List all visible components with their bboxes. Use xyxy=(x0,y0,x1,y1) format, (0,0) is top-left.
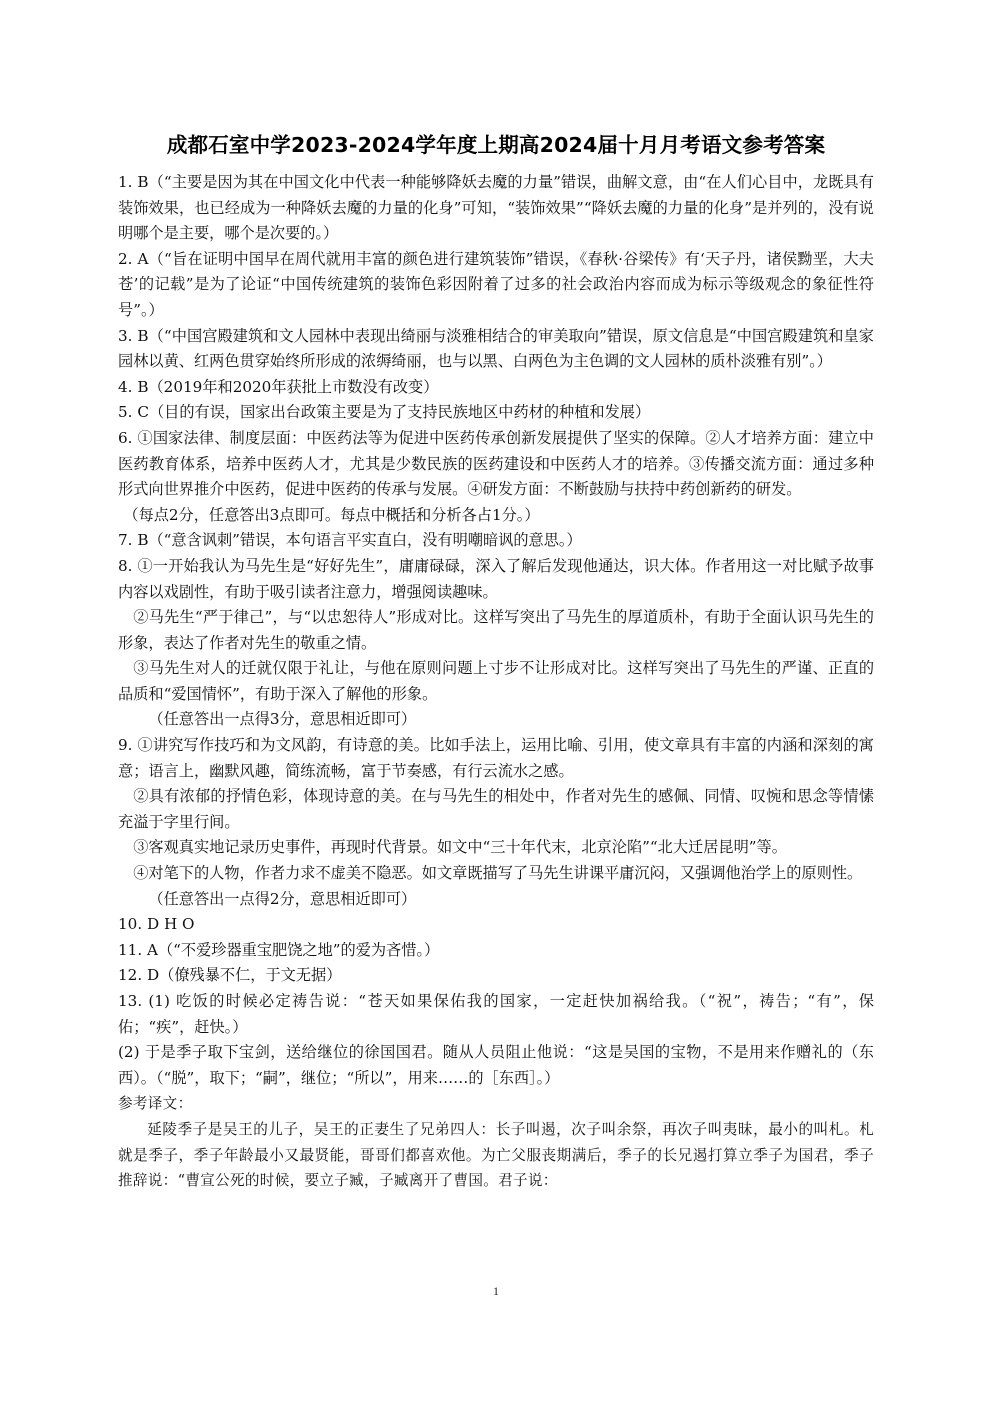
answer-4: 4. B（2019年和2020年获批上市数没有改变） xyxy=(118,377,439,396)
answer-6-scoring: （每点2分，任意答出3点即可。每点中概括和分析各占1分。） xyxy=(123,505,540,524)
answer-10: 10. D H O xyxy=(118,915,195,934)
answer-13-part-2: (2) 于是季子取下宝剑，送给继位的徐国国君。随从人员阻止他说：“这是吴国的宝物，不是用来作赠礼的（东西）。（“脱”，取下；“嗣”，继位；“所以”，用来……的［东西］。） xyxy=(118,1043,874,1087)
answer-1: 1. B（“主要是因为其在中国文化中代表一种能够降妖去魔的力量”错误，曲解文意，由“在人们心目中，龙既具有装饰效果，也已经成为一种降妖去魔的力量的化身”可知，“装饰效果”“降妖去魔的力量的化身”是并列的，没有说明哪个是主要，哪个是次要的。） xyxy=(118,173,874,243)
answer-9-scoring: （任意答出一点得2分，意思相近即可） xyxy=(148,889,417,908)
answer-13-part-1: 13. (1) 吃饭的时候必定祷告说：“苍天如果保佑我的国家，一定赶快加祸给我。（“祝”，祷告；“有”，保佑；“疾”，赶快。） xyxy=(118,992,874,1036)
answer-7: 7. B（“意含讽刺”错误，本句语言平实直白，没有明嘲暗讽的意思。） xyxy=(118,531,582,550)
answer-8-point-3: ③马先生对人的迁就仅限于礼让，与他在原则问题上寸步不让形成对比。这样写突出了马先生的严谨、正直的品质和“爱国情怀”，有助于深入了解他的形象。 xyxy=(118,659,874,703)
answer-9-point-1: 9. ①讲究写作技巧和为文风韵，有诗意的美。比如手法上，运用比喻、引用，使文章具有丰富的内涵和深刻的寓意；语言上，幽默风趣，简练流畅，富于节奏感，有行云流水之感。 xyxy=(118,736,874,780)
answer-6: 6. ①国家法律、制度层面：中医药法等为促进中医药传承创新发展提供了坚实的保障。②人才培养方面：建立中医药教育体系，培养中医药人才，尤其是少数民族的医药建设和中医药人才的培养。③传播交流方面：通过多种形式向世界推介中医药，促进中医药的传承与发展。④研发方面：不断鼓励与扶持中药创新药的研发。 xyxy=(118,428,874,499)
answer-8-point-1: 8. ①一开始我认为马先生是“好好先生”，庸庸碌碌，深入了解后发现他通达，识大体。作者用这一对比赋予故事内容以戏剧性，有助于吸引读者注意力，增强阅读趣味。 xyxy=(118,556,874,601)
answer-11: 11. A（“不爱珍器重宝肥饶之地”的爱为吝惜。） xyxy=(118,940,440,959)
answer-12: 12. D（僚残暴不仁，于文无据） xyxy=(118,966,342,985)
answer-2: 2. A（“旨在证明中国早在周代就用丰富的颜色进行建筑装饰”错误，《春秋·谷梁传》有‘天子丹，诸侯黝垩，大夫苍’的记载”是为了论证“中国传统建筑的装饰色彩因附着了过多的社会政治内容而成为标示等级观念的象征性符号”。） xyxy=(118,249,874,319)
answer-8-scoring: （任意答出一点得3分，意思相近即可） xyxy=(148,710,417,729)
page-number: 1 xyxy=(493,1284,499,1298)
answer-content xyxy=(118,170,874,1194)
answer-3: 3. B（“中国宫殿建筑和文人园林中表现出绮丽与淡雅相结合的审美取向”错误，原文信息是“中国宫殿建筑和皇家园林以黄、红两色贯穿始终所形成的浓缛绮丽，也与以黑、白两色为主色调的文人园林的质朴淡雅有别”。） xyxy=(118,326,874,371)
page-title: 成都石室中学2023-2024学年度上期高2024届十月月考语文参考答案 xyxy=(166,133,826,157)
translation-heading: 参考译文： xyxy=(118,1095,193,1113)
translation-text: 延陵季子是吴王的儿子，吴王的正妻生了兄弟四人：长子叫遏，次子叫余祭，再次子叫夷昧，最小的叫札。札就是季子，季子年龄最小又最贤能，哥哥们都喜欢他。为亡父服丧期满后，季子的长兄遏打算立季子为国君，季子推辞说：“曹宣公死的时候，要立子臧，子臧离开了曹国。君子说： xyxy=(118,1120,874,1190)
answer-9-point-2: ②具有浓郁的抒情色彩，体现诗意的美。在与马先生的相处中，作者对先生的感佩、同情、叹惋和思念等情愫充溢于字里行间。 xyxy=(118,787,874,831)
answer-9-point-4: ④对笔下的人物，作者力求不虚美不隐恶。如文章既描写了马先生讲课平庸沉闷，又强调他治学上的原则性。 xyxy=(133,864,863,883)
answer-8-point-2: ②马先生“严于律己”，与“以忠恕待人”形成对比。这样写突出了马先生的厚道质朴，有助于全面认识马先生的形象，表达了作者对先生的敬重之情。 xyxy=(118,608,874,652)
answer-5: 5. C（目的有误，国家出台政策主要是为了支持民族地区中药材的种植和发展） xyxy=(118,403,651,422)
answer-9-point-3: ③客观真实地记录历史事件，再现时代背景。如文中“三十年代末，北京沦陷”“北大迁居昆明”等。 xyxy=(133,838,787,857)
